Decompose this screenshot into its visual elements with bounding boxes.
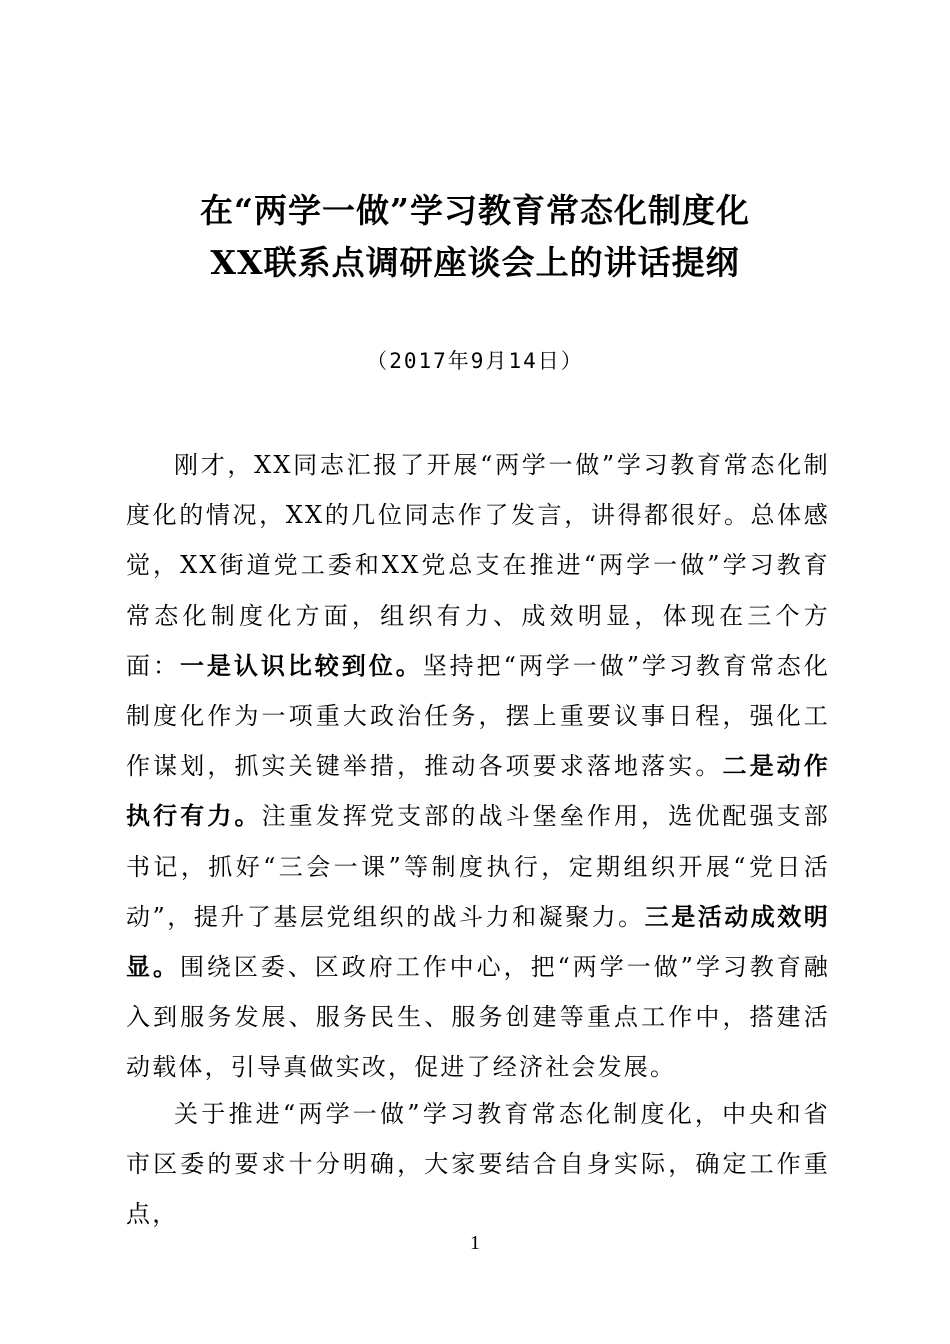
paragraph-1-text-1: 刚才，XX同志汇报了开展“两学一做”学习教育常态化制度化的情况，XX的几位同志作了发言，讲得都很好。总体感觉，XX街道党工委和XX党总支在推进“两学一做”学习教育常态化制度化方面，组织有力、成效明显，体现在三个方面： (126, 451, 830, 680)
body-paragraph-1 (126, 440, 830, 1093)
document-date: （2017年9月14日） (366, 349, 584, 373)
paragraph-1-text-2: 坚持把“两学一做”学习教育常态化制度化作为一项重大政治任务，摆上重要议事日程，强化工作谋划，抓实关键举措，推动各项要求落地落实。 (126, 651, 830, 781)
paragraph-1-text-4: 围绕区委、区政府工作中心，把“两学一做”学习教育融入到服务发展、服务民生、服务创建等重点工作中，搭建活动载体，引导真做实改，促进了经济社会发展。 (126, 953, 830, 1082)
body-paragraph-2: 关于推进“两学一做”学习教育常态化制度化，中央和省市区委的要求十分明确，大家要结合自身实际，确定工作重点， (126, 1100, 830, 1229)
document-title-line-1: 在“两学一做”学习教育常态化制度化 (200, 191, 750, 230)
paragraph-1-text-3: 注重发挥党支部的战斗堡垒作用，选优配强支部书记，抓好“三会一课”等制度执行，定期组织开展“党日活动”，提升了基层党组织的战斗力和凝聚力。 (126, 802, 830, 931)
emphasis-point-3: 三是活动成效明显。 (126, 902, 830, 982)
emphasis-point-2: 二是动作执行有力。 (126, 752, 830, 831)
emphasis-point-1: 一是认识比较到位。 (179, 651, 423, 680)
page-number: 1 (470, 1232, 480, 1254)
document-title-line-2: XX联系点调研座谈会上的讲话提纲 (210, 243, 740, 282)
